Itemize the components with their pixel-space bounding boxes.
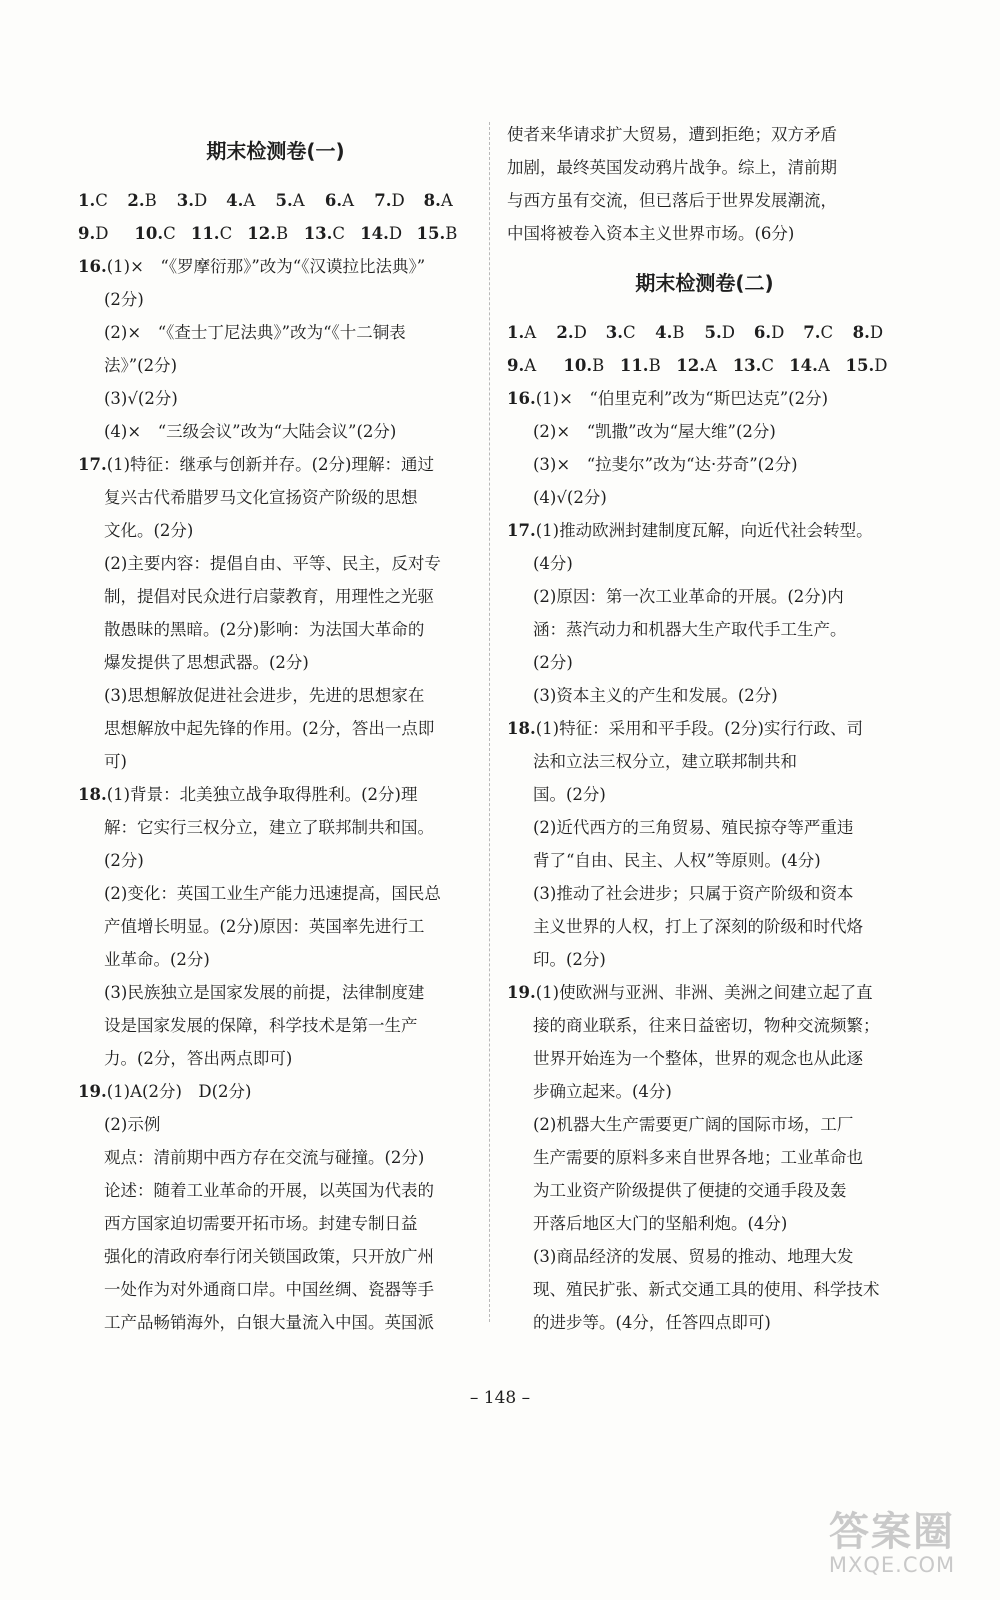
answer-line [507, 1174, 902, 1207]
answer-line [507, 778, 902, 811]
question-answer [507, 514, 902, 547]
answer-line: 中国将被卷入资本主义世界市场。(6分) [507, 224, 795, 243]
answer-letter: D [391, 191, 405, 210]
answer-letter: A [524, 323, 537, 342]
question-answer [507, 712, 902, 745]
answer-item [620, 349, 676, 382]
question-number: 18. [78, 785, 107, 804]
answer-letter: C [761, 356, 775, 375]
answer-row-2 [78, 217, 473, 250]
answer-letter: A [342, 191, 355, 210]
answer-line [78, 1207, 473, 1240]
answer-text: 论述：随着工业革命的开展，以英国为代表的 [104, 1181, 434, 1200]
question-number: 5. [704, 323, 722, 342]
answer-letter: D [721, 323, 735, 342]
answer-item [606, 316, 655, 349]
answer-letter: A [704, 356, 717, 375]
answer-line [78, 646, 473, 679]
answer-letter: C [163, 224, 176, 243]
question-number: 19. [507, 983, 536, 1002]
answer-text: (2)变化：英国工业生产能力迅速提高，国民总 [104, 884, 441, 903]
answer-text: 复兴古代希腊罗马文化宣扬资产阶级的思想 [104, 488, 418, 507]
answer-line [507, 1108, 902, 1141]
answer-line [78, 1240, 473, 1273]
answer-item [304, 217, 360, 250]
question-number: 14. [789, 356, 818, 375]
answer-line [507, 448, 902, 481]
answer-text: 开落后地区大门的坚船利炮。(4分) [533, 1214, 788, 1233]
question-number: 5. [275, 191, 293, 210]
answer-line [507, 745, 902, 778]
answer-line [78, 943, 473, 976]
question-number: 17. [78, 455, 107, 474]
answer-text: 解：它实行三权分立，建立了联邦制共和国。 [104, 818, 434, 837]
answer-text: 印。(2分) [533, 950, 606, 969]
question-number: 14. [360, 224, 389, 243]
question-number: 8. [852, 323, 870, 342]
answer-letter: B [592, 356, 605, 375]
question-number: 1. [78, 191, 96, 210]
answer-line [507, 1207, 902, 1240]
answer-line [507, 1306, 902, 1339]
answer-item [78, 217, 134, 250]
answer-letter: C [622, 323, 636, 342]
question-number: 4. [655, 323, 673, 342]
answer-text: (4分) [533, 554, 573, 573]
answer-text: (3)思想解放促进社会进步，先进的思想家在 [104, 686, 425, 705]
answer-line [507, 580, 902, 613]
answer-text: 的进步等。(4分，任答四点即可) [533, 1313, 771, 1332]
answer-item [360, 217, 416, 250]
answer-text: 主义世界的人权，打上了深刻的阶级和时代烙 [533, 917, 863, 936]
right-column [507, 118, 902, 1339]
answer-text: (3)资本主义的产生和发展。(2分) [533, 686, 778, 705]
section-title-exam-1: 期末检测卷(一) [206, 139, 345, 163]
answer-line [507, 1009, 902, 1042]
answer-item [676, 349, 732, 382]
question-number: 2. [556, 323, 574, 342]
answer-text: 力。(2分，答出两点即可) [104, 1049, 293, 1068]
answer-item [276, 184, 325, 217]
answer-line [78, 745, 473, 778]
answer-text: (2)示例 [104, 1115, 161, 1134]
question-number: 16. [78, 257, 107, 276]
answer-line [78, 316, 473, 349]
answer-item [78, 184, 127, 217]
question-answer [78, 448, 473, 481]
question-number: 18. [507, 719, 536, 738]
answer-text: (2)近代西方的三角贸易、殖民掠夺等严重违 [533, 818, 854, 837]
answer-line [507, 547, 902, 580]
answer-line [78, 976, 473, 1009]
question-number: 10. [134, 224, 164, 243]
answer-text: 背了“自由、民主、人权”等原则。(4分) [533, 851, 821, 870]
answer-text: (2)主要内容：提倡自由、平等、民主，反对专 [104, 554, 441, 573]
question-number: 4. [226, 191, 244, 210]
answer-letter: B [672, 323, 685, 342]
answer-line [78, 1273, 473, 1306]
answer-line [78, 415, 473, 448]
answer-text: (3)× “拉斐尔”改为“达·芬奇”(2分) [533, 455, 798, 474]
question-number: 15. [416, 224, 446, 243]
answer-letter: C [219, 224, 233, 243]
answer-letter: D [573, 323, 587, 342]
answer-line [78, 1009, 473, 1042]
answer-line: 加剧，最终英国发动鸦片战争。综上，清前期 [507, 158, 837, 177]
answer-line [507, 910, 902, 943]
answer-item [424, 184, 473, 217]
answer-line [507, 646, 902, 679]
answer-text: (3)民族独立是国家发展的前提，法律制度建 [104, 983, 425, 1002]
answer-line: 与西方虽有交流，但已落后于世界发展潮流， [507, 191, 837, 210]
answer-text: (4)√(2分) [533, 488, 607, 507]
answer-text: (2分) [104, 851, 144, 870]
watermark-logo: 答案圈 MXQE.COM [828, 1509, 956, 1577]
answer-line [507, 1240, 902, 1273]
answer-line [78, 910, 473, 943]
answer-text: (2分) [533, 653, 573, 672]
question-answer [78, 1075, 473, 1108]
answer-item [325, 184, 374, 217]
continued-text [507, 118, 902, 250]
question-number: 15. [845, 356, 875, 375]
answer-text: (1)× “伯里克利”改为“斯巴达克”(2分) [535, 389, 829, 408]
answer-item [789, 349, 845, 382]
answer-text: (1)使欧洲与亚洲、非洲、美洲之间建立起了直 [535, 983, 873, 1002]
answer-line [507, 481, 902, 514]
answer-text: 设是国家发展的保障，科学技术是第一生产 [104, 1016, 418, 1035]
answer-letter: D [193, 191, 208, 210]
question-answer [78, 778, 473, 811]
answer-text: 观点：清前期中西方存在交流与碰撞。(2分) [104, 1148, 425, 1167]
answer-letter: D [95, 224, 109, 243]
answer-item [556, 316, 605, 349]
answer-item [507, 316, 556, 349]
answer-item [417, 217, 473, 250]
answer-letter: D [771, 323, 785, 342]
question-answer [507, 976, 902, 1009]
answer-text: 世界开始连为一个整体，世界的观念也从此逐 [533, 1049, 863, 1068]
answer-line [78, 1174, 473, 1207]
answer-item [127, 184, 176, 217]
answer-text: (3)商品经济的发展、贸易的推动、地理大发 [533, 1247, 854, 1266]
answer-row-1 [78, 184, 473, 217]
answer-letter: A [524, 356, 537, 375]
answer-line: 使者来华请求扩大贸易，遭到拒绝；双方矛盾 [507, 125, 837, 144]
answer-line [78, 613, 473, 646]
question-number: 9. [507, 356, 525, 375]
answer-text: 散愚昧的黑暗。(2分)影响：为法国大革命的 [104, 620, 425, 639]
answer-line [507, 844, 902, 877]
answer-item [846, 349, 902, 382]
answer-line [507, 679, 902, 712]
answer-line [507, 1075, 902, 1108]
answer-item [803, 316, 852, 349]
answer-letter: B [445, 224, 458, 243]
answer-text: 步确立起来。(4分) [533, 1082, 672, 1101]
question-number: 7. [803, 323, 821, 342]
answer-line [78, 1042, 473, 1075]
answer-text: 工产品畅销海外，白银大量流入中国。英国派 [104, 1313, 434, 1332]
question-number: 8. [423, 191, 441, 210]
answer-text: 法》”(2分) [104, 356, 178, 375]
answer-item [134, 217, 190, 250]
answer-text: (1)背景：北美独立战争取得胜利。(2分)理 [106, 785, 418, 804]
answer-letter: C [332, 224, 346, 243]
answer-text: (4)× “三级会议”改为“大陆会议”(2分) [104, 422, 397, 441]
answer-line [507, 1042, 902, 1075]
question-number: 11. [190, 224, 220, 243]
page-number: – 148 – [469, 1388, 531, 1408]
answer-text: 接的商业联系，往来日益密切，物种交流频繁； [533, 1016, 880, 1035]
answer-line [507, 1273, 902, 1306]
answer-text: 国。(2分) [533, 785, 606, 804]
question-number: 12. [247, 224, 276, 243]
answer-letter: A [440, 191, 453, 210]
answer-line [507, 1141, 902, 1174]
question-number: 12. [676, 356, 705, 375]
answer-line [78, 712, 473, 745]
answer-text: 强化的清政府奉行闭关锁国政策，只开放广州 [104, 1247, 434, 1266]
answer-line [78, 811, 473, 844]
answer-letter: B [144, 191, 157, 210]
answer-text: (1)× “《罗摩衍那》”改为“《汉谟拉比法典》” [106, 257, 426, 276]
answer-text: (3)√(2分) [104, 389, 178, 408]
answer-text: 可) [104, 752, 127, 771]
answer-text: 生产需要的原料多来自世界各地；工业革命也 [533, 1148, 863, 1167]
question-number: 2. [127, 191, 145, 210]
answer-item [733, 349, 789, 382]
answer-item [754, 316, 803, 349]
question-number: 11. [619, 356, 649, 375]
answer-line [507, 877, 902, 910]
answer-text: (1)推动欧洲封建制度瓦解，向近代社会转型。 [535, 521, 873, 540]
answer-item [705, 316, 754, 349]
question-number: 17. [507, 521, 536, 540]
answer-line [507, 811, 902, 844]
question-answer [78, 250, 473, 283]
question-number: 16. [507, 389, 536, 408]
answer-text: (2)机器大生产需要更广阔的国际市场，工厂 [533, 1115, 854, 1134]
answer-line [507, 613, 902, 646]
answer-letter: C [820, 323, 834, 342]
answer-text: 制，提倡对民众进行启蒙教育，用理性之光驱 [104, 587, 434, 606]
question-answer [507, 382, 902, 415]
answer-item [247, 217, 303, 250]
answer-item [374, 184, 423, 217]
answer-item [853, 316, 902, 349]
answer-text: 产值增长明显。(2分)原因：英国率先进行工 [104, 917, 425, 936]
question-number: 3. [605, 323, 623, 342]
answer-text: 业革命。(2分) [104, 950, 210, 969]
question-number: 6. [324, 191, 343, 210]
answer-letter: A [817, 356, 830, 375]
answer-line [78, 1141, 473, 1174]
left-column [78, 118, 473, 1339]
answer-letter: A [243, 191, 256, 210]
answer-item [177, 184, 226, 217]
answer-lines [78, 250, 473, 1339]
section-title-exam-2: 期末检测卷(二) [635, 271, 774, 295]
answer-letter: B [275, 224, 289, 243]
question-number: 6. [753, 323, 772, 342]
question-number: 10. [563, 356, 593, 375]
answer-item [655, 316, 704, 349]
answer-item [191, 217, 247, 250]
answer-line [78, 1108, 473, 1141]
answer-text: (2分) [104, 290, 144, 309]
answer-text: (2)× “《查士丁尼法典》”改为“《十二铜表 [104, 323, 406, 342]
question-number: 7. [374, 191, 392, 210]
question-number: 13. [303, 224, 333, 243]
answer-item [563, 349, 619, 382]
answer-line [78, 547, 473, 580]
answer-text: 现、殖民扩张、新式交通工具的使用、科学技术 [533, 1280, 880, 1299]
answer-lines [507, 382, 902, 1339]
answer-text: 爆发提供了思想武器。(2分) [104, 653, 309, 672]
answer-line [78, 679, 473, 712]
answer-line [78, 382, 473, 415]
answer-text: 一处作为对外通商口岸。中国丝绸、瓷器等手 [104, 1280, 434, 1299]
answer-text: 为工业资产阶级提供了便捷的交通手段及轰 [533, 1181, 847, 1200]
answer-text: (2)原因：第一次工业革命的开展。(2分)内 [533, 587, 844, 606]
answer-letter: B [648, 356, 661, 375]
answer-letter: A [292, 191, 305, 210]
answer-item [226, 184, 275, 217]
answer-row-1 [507, 316, 902, 349]
answer-line [78, 844, 473, 877]
question-number: 1. [507, 323, 525, 342]
column-divider [489, 122, 490, 1322]
answer-letter: D [874, 356, 888, 375]
answer-text: (2)× “凯撒”改为“屋大维”(2分) [533, 422, 776, 441]
question-number: 19. [78, 1082, 107, 1101]
answer-line [78, 349, 473, 382]
answer-line [78, 877, 473, 910]
answer-letter: C [95, 191, 108, 210]
answer-item [507, 349, 563, 382]
answer-line [507, 415, 902, 448]
answer-text: (3)推动了社会进步；只属于资产阶级和资本 [533, 884, 854, 903]
answer-line [78, 1306, 473, 1339]
answer-row-2 [507, 349, 902, 382]
answer-line [78, 283, 473, 316]
answer-letter: D [869, 323, 884, 342]
answer-text: 法和立法三权分立，建立联邦制共和 [533, 752, 797, 771]
answer-text: 西方国家迫切需要开拓市场。封建专制日益 [104, 1214, 418, 1233]
answer-letter: D [388, 224, 403, 243]
answer-text: 涵：蒸汽动力和机器大生产取代手工生产。 [533, 620, 847, 639]
answer-text: 思想解放中起先锋的作用。(2分，答出一点即 [104, 719, 435, 738]
answer-line [78, 514, 473, 547]
answer-line [507, 943, 902, 976]
question-number: 13. [732, 356, 762, 375]
answer-line [78, 481, 473, 514]
question-number: 9. [78, 224, 96, 243]
answer-line [78, 580, 473, 613]
question-number: 3. [176, 191, 194, 210]
answer-text: (1)A(2分) D(2分) [106, 1082, 252, 1101]
answer-text: (1)特征：采用和平手段。(2分)实行行政、司 [535, 719, 863, 738]
answer-text: 文化。(2分) [104, 521, 194, 540]
answer-text: (1)特征：继承与创新并存。(2分)理解：通过 [106, 455, 434, 474]
